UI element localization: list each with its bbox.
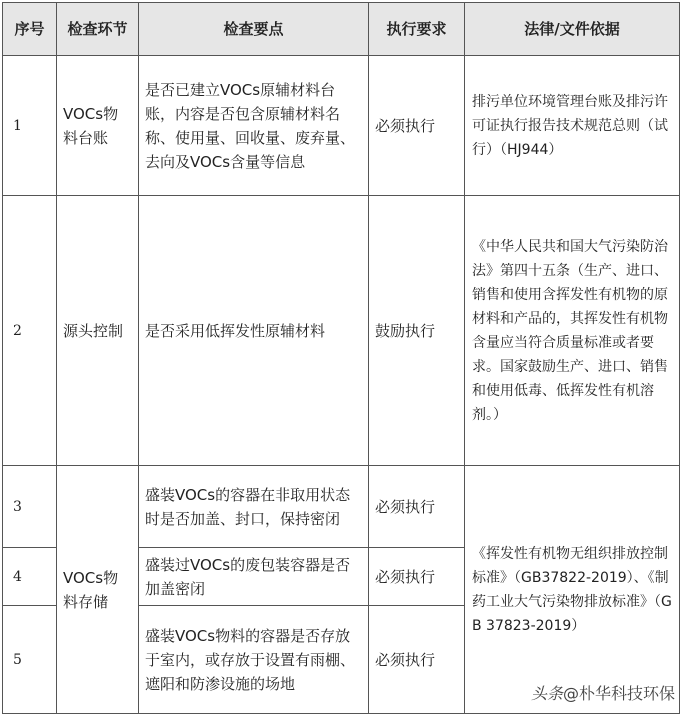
header-row	[3, 3, 680, 56]
header-point: 检查要点	[139, 3, 369, 56]
table-row	[3, 466, 680, 548]
row-number: 2	[3, 196, 57, 466]
header-basis: 法律/文件依据	[465, 3, 680, 56]
row-basis: 《挥发性有机物无组织排放控制标准》（GB37822-2019）、《制药工业大气污染物排放标准》（GB 37823-2019）	[465, 466, 680, 714]
row-number: 5	[3, 606, 57, 714]
row-basis: 《中华人民共和国大气污染防治法》第四十五条（生产、进口、销售和使用含挥发性有机物的原材料和产品的，其挥发性有机物含量应当符合质量标准或者要求。国家鼓励生产、进口、销售和使用低毒、低挥发性有机溶剂。）	[465, 196, 680, 466]
row-point: 是否采用低挥发性原辅材料	[139, 196, 369, 466]
row-requirement: 必须执行	[369, 548, 465, 606]
row-number: 3	[3, 466, 57, 548]
row-number: 4	[3, 548, 57, 606]
inspection-table	[2, 2, 680, 714]
row-requirement: 必须执行	[369, 606, 465, 714]
header-requirement: 执行要求	[369, 3, 465, 56]
row-point: 是否已建立VOCs原辅材料台账，内容是否包含原辅材料名称、使用量、回收量、废弃量、去向及VOCs含量等信息	[139, 56, 369, 196]
row-stage: VOCs物料存储	[57, 466, 139, 714]
row-number: 1	[3, 56, 57, 196]
watermark-account: @朴华科技环保	[562, 684, 675, 703]
header-no: 序号	[3, 3, 57, 56]
row-basis: 排污单位环境管理台账及排污许可证执行报告技术规范总则（试行）（HJ944）	[465, 56, 680, 196]
watermark	[531, 681, 675, 704]
row-requirement: 必须执行	[369, 56, 465, 196]
row-point: 盛装VOCs物料的容器是否存放于室内，或存放于设置有雨棚、遮阳和防渗设施的场地	[139, 606, 369, 714]
row-point: 盛装VOCs的容器在非取用状态时是否加盖、封口，保持密闭	[139, 466, 369, 548]
row-point: 盛装过VOCs的废包装容器是否加盖密闭	[139, 548, 369, 606]
row-requirement: 鼓励执行	[369, 196, 465, 466]
watermark-app: 头条	[530, 684, 563, 703]
table-row	[3, 56, 680, 196]
row-stage: 源头控制	[57, 196, 139, 466]
header-stage: 检查环节	[57, 3, 139, 56]
row-requirement: 必须执行	[369, 466, 465, 548]
row-stage: VOCs物料台账	[57, 56, 139, 196]
table-row	[3, 196, 680, 466]
